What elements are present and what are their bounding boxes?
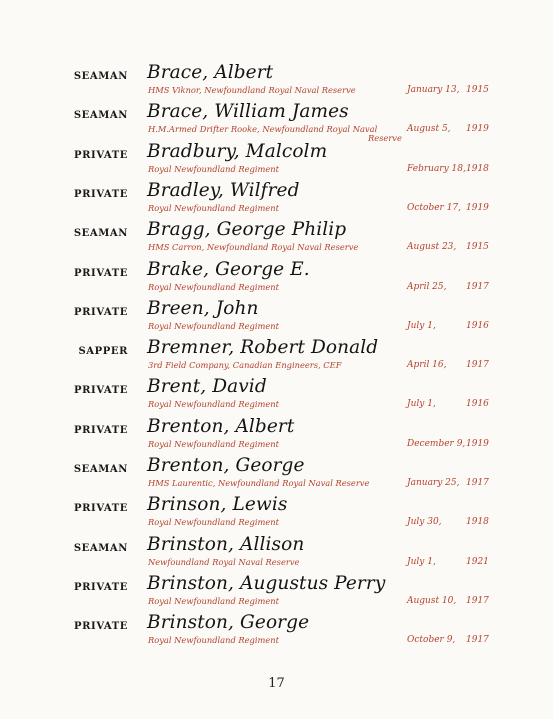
- entry-unit: Royal Newfoundland Regiment: [148, 399, 279, 410]
- entry-year: 1918: [466, 517, 489, 528]
- entry-rank: SEAMAN: [73, 71, 128, 82]
- memorial-entry: [0, 535, 553, 571]
- entry-name: Bremner, Robert Donald: [147, 337, 379, 359]
- memorial-entry: [0, 613, 553, 649]
- entry-date: July 30,: [407, 517, 442, 528]
- entry-unit: Royal Newfoundland Regiment: [148, 202, 279, 213]
- memorial-entry: [0, 220, 553, 256]
- entry-date: October 9,: [407, 635, 456, 646]
- entry-rank: PRIVATE: [74, 267, 128, 279]
- entry-unit: Royal Newfoundland Regiment: [148, 635, 279, 646]
- entry-year: 1915: [466, 242, 489, 253]
- entry-year: 1921: [466, 556, 489, 567]
- entry-unit: Royal Newfoundland Regiment: [148, 517, 279, 528]
- entry-unit: 3rd Field Company, Canadian Engineers, CEF: [148, 360, 342, 371]
- entry-year: 1916: [466, 320, 489, 331]
- memorial-entry: [0, 495, 553, 531]
- entry-name: Brace, Albert: [147, 62, 274, 83]
- entry-rank: PRIVATE: [74, 581, 128, 593]
- memorial-entry: [0, 574, 553, 610]
- memorial-entry: [0, 338, 553, 374]
- entry-date: October 17,: [407, 202, 462, 213]
- entry-name: Bradbury, Malcolm: [147, 140, 328, 162]
- entry-rank: PRIVATE: [74, 385, 128, 397]
- entry-date: August 10,: [407, 595, 457, 606]
- entry-name: Brenton, Albert: [147, 415, 295, 437]
- entry-date: January 13,: [407, 85, 460, 95]
- entry-unit: Newfoundland Royal Naval Reserve: [148, 556, 300, 567]
- entry-year: 1916: [466, 399, 489, 410]
- entry-year: 1917: [466, 360, 489, 371]
- entry-date: August 23,: [407, 242, 457, 253]
- entry-date: April 16,: [407, 360, 447, 371]
- entry-name: Brinston, Augustus Perry: [147, 572, 386, 594]
- entry-year: 1915: [466, 85, 489, 95]
- entry-rank: SEAMAN: [73, 228, 128, 240]
- entry-name: Breen, John: [147, 297, 259, 319]
- entry-date: July 1,: [407, 320, 436, 331]
- entry-rank: SAPPER: [78, 346, 128, 358]
- entry-year: 1917: [466, 281, 489, 292]
- entry-name: Brenton, George: [147, 455, 305, 476]
- entry-name: Brent, David: [147, 376, 267, 398]
- entry-unit: HMS Carron, Newfoundland Royal Naval Reserve: [148, 242, 359, 253]
- memorial-entry: [0, 181, 553, 217]
- entry-unit: HMS Viknor, Newfoundland Royal Naval Reserve: [148, 85, 356, 95]
- entry-year: 1919: [466, 202, 489, 213]
- entry-date: August 5,: [407, 124, 451, 135]
- memorial-entry: [0, 63, 553, 99]
- memorial-entry: [0, 417, 553, 453]
- memorial-entry: [0, 377, 553, 413]
- entry-unit: H.M.Armed Drifter Rooke, Newfoundland Royal Naval: [148, 124, 378, 135]
- memorial-entry: [0, 299, 553, 335]
- memorial-entry: [0, 456, 553, 492]
- entry-rank: PRIVATE: [74, 188, 128, 200]
- entry-unit-continuation: Reserve: [368, 133, 402, 144]
- entry-rank: PRIVATE: [74, 306, 128, 318]
- entry-name: Bragg, George Philip: [147, 219, 347, 241]
- entry-date: December 9,: [407, 438, 466, 449]
- entry-name: Bradley, Wilfred: [147, 179, 300, 201]
- entry-name: Brinston, Allison: [147, 533, 305, 555]
- entry-unit: Royal Newfoundland Regiment: [148, 281, 279, 292]
- entry-unit: Royal Newfoundland Regiment: [148, 438, 279, 449]
- entry-year: 1917: [466, 635, 489, 646]
- entry-year: 1919: [466, 438, 489, 449]
- entry-date: April 25,: [407, 281, 447, 292]
- entry-rank: PRIVATE: [74, 424, 128, 436]
- entry-date: February 18,: [407, 163, 466, 174]
- entry-rank: SEAMAN: [73, 110, 128, 122]
- page-number: 17: [268, 676, 285, 691]
- entry-rank: PRIVATE: [74, 149, 128, 161]
- entry-year: 1918: [466, 163, 489, 174]
- entry-name: Brinston, George: [147, 612, 310, 634]
- entry-year: 1917: [466, 478, 489, 488]
- entry-year: 1919: [466, 124, 489, 135]
- entry-rank: PRIVATE: [74, 621, 128, 633]
- entry-name: Brace, William James: [147, 101, 349, 123]
- entry-rank: PRIVATE: [74, 503, 128, 515]
- entry-name: Brake, George E.: [147, 258, 310, 280]
- entry-unit: Royal Newfoundland Regiment: [148, 163, 279, 174]
- entry-date: July 1,: [407, 556, 436, 567]
- memorial-entry: [0, 260, 553, 296]
- memorial-entry: [0, 142, 553, 178]
- entry-date: July 1,: [407, 399, 436, 410]
- entry-rank: SEAMAN: [73, 464, 128, 475]
- entry-name: Brinson, Lewis: [147, 494, 288, 516]
- entry-unit: Royal Newfoundland Regiment: [148, 595, 279, 606]
- entry-rank: SEAMAN: [73, 542, 128, 554]
- entry-unit: Royal Newfoundland Regiment: [148, 320, 279, 331]
- entry-date: January 25,: [407, 478, 460, 488]
- memorial-entry: [0, 101, 553, 144]
- entry-year: 1917: [466, 595, 489, 606]
- entry-unit: HMS Laurentic, Newfoundland Royal Naval Reserve: [148, 478, 370, 488]
